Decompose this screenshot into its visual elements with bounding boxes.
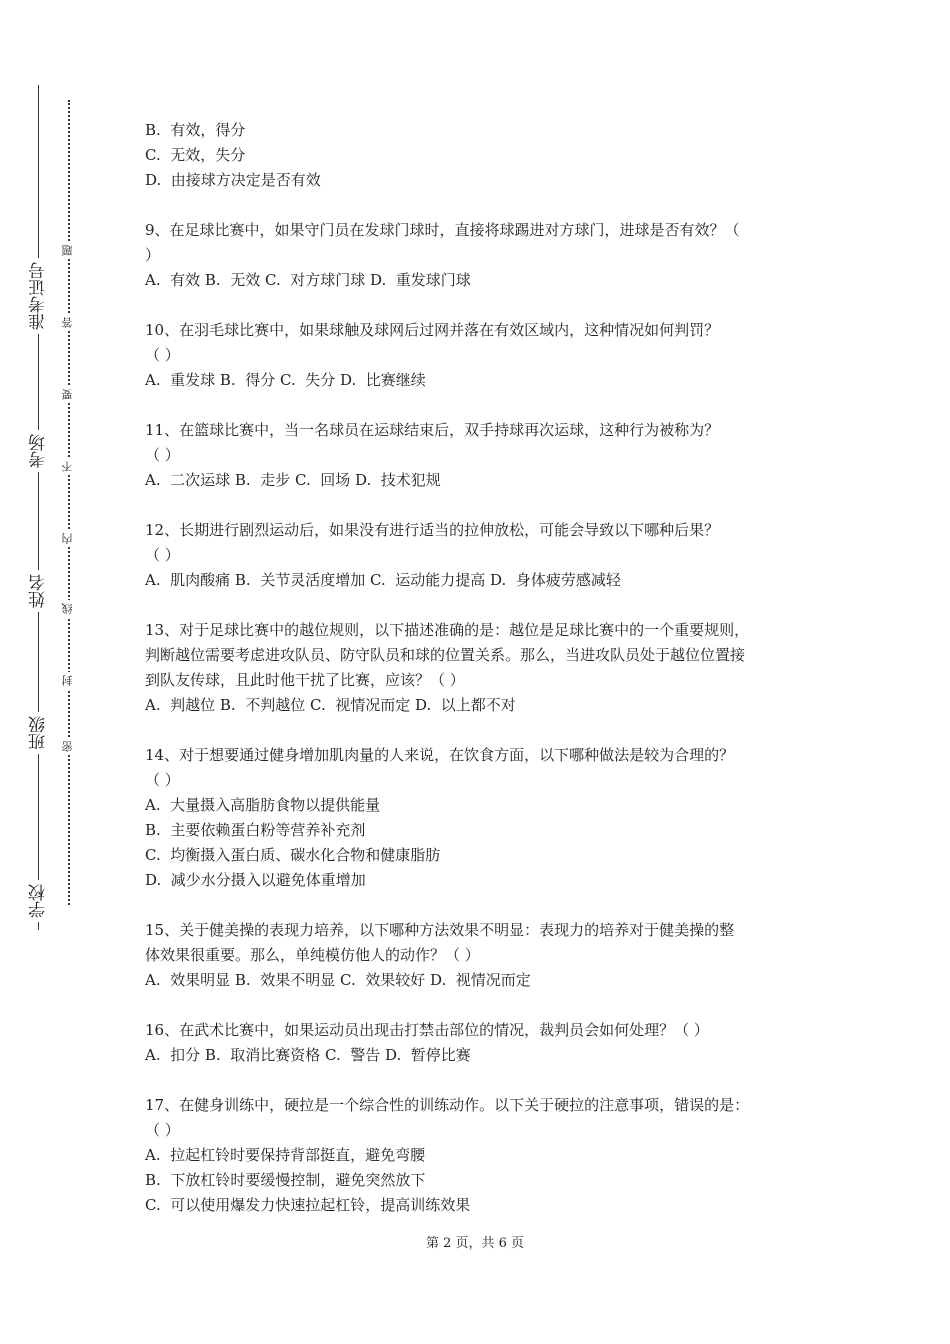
block-gap xyxy=(145,293,810,318)
field-exam-number: 准考证号 xyxy=(22,258,56,334)
page-footer: 第 2 页，共 6 页 xyxy=(425,1236,525,1251)
question-block xyxy=(145,518,810,593)
question-content xyxy=(145,118,810,1218)
field-name: 姓名 xyxy=(22,570,56,612)
question-line: （ ） xyxy=(145,1121,180,1139)
question-block xyxy=(145,418,810,493)
binding-dotted-line xyxy=(68,100,70,905)
block-gap xyxy=(145,718,810,743)
question-line: C. 无效，失分 xyxy=(145,146,246,164)
question-block xyxy=(145,318,810,393)
block-gap xyxy=(145,1068,810,1093)
question-line: A. 扣分 B. 取消比赛资格 C. 警告 D. 暂停比赛 xyxy=(145,1046,471,1064)
block-gap xyxy=(145,593,810,618)
question-line: A. 重发球 B. 得分 C. 失分 D. 比赛继续 xyxy=(145,371,426,389)
question-line: C. 可以使用爆发力快速拉起杠铃，提高训练效果 xyxy=(145,1196,471,1214)
question-line: C. 均衡摄入蛋白质、碳水化合物和健康脂肪 xyxy=(145,846,441,864)
question-line: 15、关于健美操的表现力培养，以下哪种方法效果不明显：表现力的培养对于健美操的整 xyxy=(145,921,735,939)
field-class: 班级 xyxy=(22,712,56,754)
seal-char: 题 xyxy=(59,242,77,259)
question-line: A. 拉起杠铃时要保持背部挺直，避免弯腰 xyxy=(145,1146,426,1164)
seal-char: 要 xyxy=(59,386,77,403)
seal-char: 不 xyxy=(59,458,77,475)
seal-char: 线 xyxy=(59,600,77,617)
binding-solid-line xyxy=(38,85,39,930)
seal-char: 封 xyxy=(59,672,77,689)
question-line: 13、对于足球比赛中的越位规则，以下描述准确的是：越位是足球比赛中的一个重要规则， xyxy=(145,621,750,639)
block-gap xyxy=(145,493,810,518)
question-block xyxy=(145,218,810,293)
question-block xyxy=(145,618,810,718)
question-line: 体效果很重要。那么，单纯模仿他人的动作？（ ） xyxy=(145,946,480,964)
seal-char: 密 xyxy=(59,738,77,755)
question-line: 17、在健身训练中，硬拉是一个综合性的训练动作。以下关于硬拉的注意事项，错误的是： xyxy=(145,1096,750,1114)
question-block xyxy=(145,118,810,193)
question-block xyxy=(145,918,810,993)
question-line: A. 大量摄入高脂肪食物以提供能量 xyxy=(145,796,381,814)
question-line: A. 二次运球 B. 走步 C. 回场 D. 技术犯规 xyxy=(145,471,441,489)
field-exam-room: 考场 xyxy=(22,430,56,472)
question-line: 11、在篮球比赛中，当一名球员在运球结束后，双手持球再次运球，这种行为被称为？ xyxy=(145,421,720,439)
question-line: 10、在羽毛球比赛中，如果球触及球网后过网并落在有效区域内，这种情况如何判罚？ xyxy=(145,321,720,339)
question-line: D. 减少水分摄入以避免体重增加 xyxy=(145,871,366,889)
question-line: （ ） xyxy=(145,346,180,364)
question-line: （ ） xyxy=(145,446,180,464)
question-block xyxy=(145,1093,810,1218)
field-school: 学校 xyxy=(22,880,56,922)
question-line: ） xyxy=(145,246,161,264)
question-block xyxy=(145,743,810,893)
question-line: （ ） xyxy=(145,771,180,789)
question-line: 9、在足球比赛中，如果守门员在发球门球时，直接将球踢进对方球门，进球是否有效？（ xyxy=(145,221,740,239)
question-block xyxy=(145,1018,810,1068)
block-gap xyxy=(145,393,810,418)
question-line: A. 肌肉酸痛 B. 关节灵活度增加 C. 运动能力提高 D. 身体疲劳感减轻 xyxy=(145,571,621,589)
question-line: （ ） xyxy=(145,546,180,564)
question-line: B. 主要依赖蛋白粉等营养补充剂 xyxy=(145,821,366,839)
block-gap xyxy=(145,193,810,218)
question-line: B. 下放杠铃时要缓慢控制，避免突然放下 xyxy=(145,1171,426,1189)
binding-margin xyxy=(0,0,90,1344)
block-gap xyxy=(145,993,810,1018)
question-line: A. 效果明显 B. 效果不明显 C. 效果较好 D. 视情况而定 xyxy=(145,971,531,989)
question-line: 判断越位需要考虑进攻队员、防守队员和球的位置关系。那么，当进攻队员处于越位位置接 xyxy=(145,646,746,664)
question-line: 到队友传球，且此时他干扰了比赛，应该？（ ） xyxy=(145,671,465,689)
question-line: 12、长期进行剧烈运动后，如果没有进行适当的拉伸放松，可能会导致以下哪种后果？ xyxy=(145,521,720,539)
question-line: A. 判越位 B. 不判越位 C. 视情况而定 D. 以上都不对 xyxy=(145,696,516,714)
seal-char: 答 xyxy=(59,314,77,331)
question-line: B. 有效，得分 xyxy=(145,121,246,139)
block-gap xyxy=(145,893,810,918)
seal-char: 内 xyxy=(59,530,77,547)
question-line: D. 由接球方决定是否有效 xyxy=(145,171,321,189)
question-line: A. 有效 B. 无效 C. 对方球门球 D. 重发球门球 xyxy=(145,271,471,289)
question-line: 16、在武术比赛中，如果运动员出现击打禁击部位的情况，裁判员会如何处理？（ ） xyxy=(145,1021,709,1039)
question-line: 14、对于想要通过健身增加肌肉量的人来说，在饮食方面，以下哪种做法是较为合理的？ xyxy=(145,746,735,764)
